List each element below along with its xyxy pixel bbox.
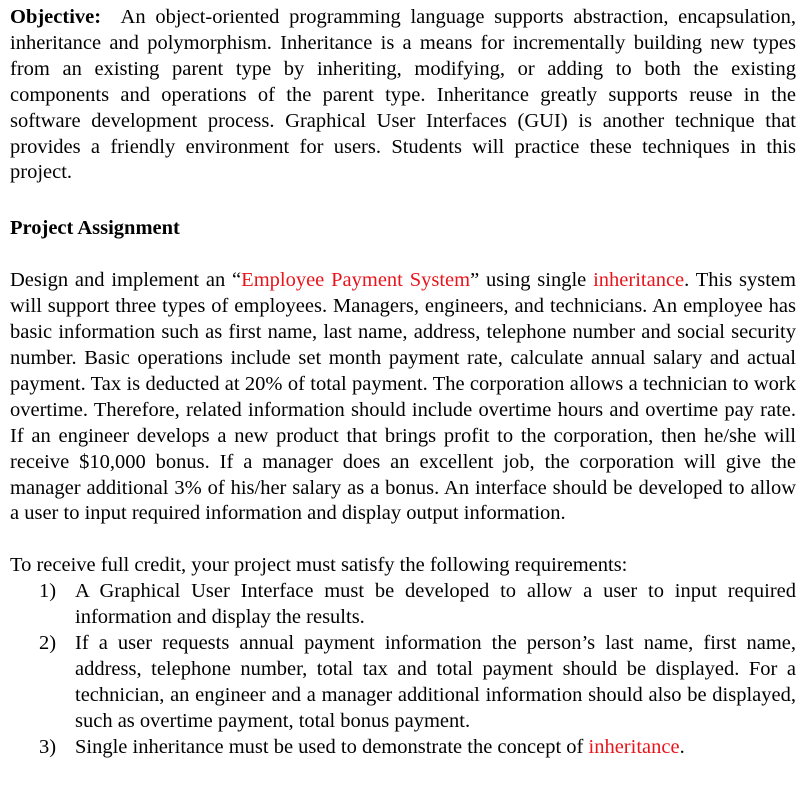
requirement-text-end: . (679, 735, 685, 758)
objective-label: Objective: (10, 6, 102, 28)
inheritance-highlight: inheritance (593, 269, 685, 292)
requirement-text: A Graphical User Interface must be developed to allow a user to input required information and display the results. (75, 580, 796, 629)
assignment-paragraph (10, 268, 796, 527)
document-page (10, 5, 796, 761)
assignment-text-rest: . This system will support three types of employees. Managers, engineers, and technicians. An employee has basic information such as first name, last name, address, telephone number and social security number. Basic operations include set month payment rate, calculate annual salary and actual payment. Tax is deducted at 20% of total payment. The corporation allows a technician to work overtime. Therefore, related information should include overtime hours and overtime pay rate. If an engineer develops a new product that brings profit to the corporation, then he/she will receive $10,000 bonus. If a manager does an excellent job, the corporation will give the manager additional 3% of his/her salary as a bonus. An interface should be developed to allow a user to input required information and display output information. (10, 269, 796, 525)
objective-text: An object-oriented programming language supports abstraction, encapsulation, inheritance and polymorphism. Inheritance is a means for incrementally building new types from an existing parent type by inheriting, modifying, or adding to both the existing components and operations of the parent type. Inheritance greatly supports reuse in the software development process. Graphical User Interfaces (GUI) is another technique that provides a friendly environment for users. Students will practice these techniques in this project. (10, 6, 797, 184)
employee-payment-system-highlight: Employee Payment System (241, 269, 471, 292)
requirement-item (10, 735, 796, 761)
requirement-number: 1) (39, 580, 57, 603)
assignment-text-start: Design and implement an “ (10, 269, 242, 292)
requirement-text-start: Single inheritance must be used to demonstrate the concept of (75, 735, 589, 758)
inheritance-highlight: inheritance (588, 735, 680, 758)
requirement-item (10, 631, 796, 735)
requirement-item (10, 579, 796, 631)
requirements-intro: To receive full credit, your project must satisfy the following requirements: (10, 554, 628, 577)
assignment-text-mid: ” using single (470, 269, 594, 292)
requirement-text: If a user requests annual payment information the person’s last name, first name, address, telephone number, total tax and total payment should be displayed. For a technician, an engineer and a manager additional information should also be displayed, such as overtime payment, total bonus payment. (75, 632, 796, 732)
requirement-number: 3) (39, 735, 57, 758)
requirement-number: 2) (39, 632, 57, 655)
objective-paragraph (10, 5, 796, 186)
requirements-list (10, 579, 796, 760)
project-assignment-heading: Project Assignment (10, 217, 180, 240)
